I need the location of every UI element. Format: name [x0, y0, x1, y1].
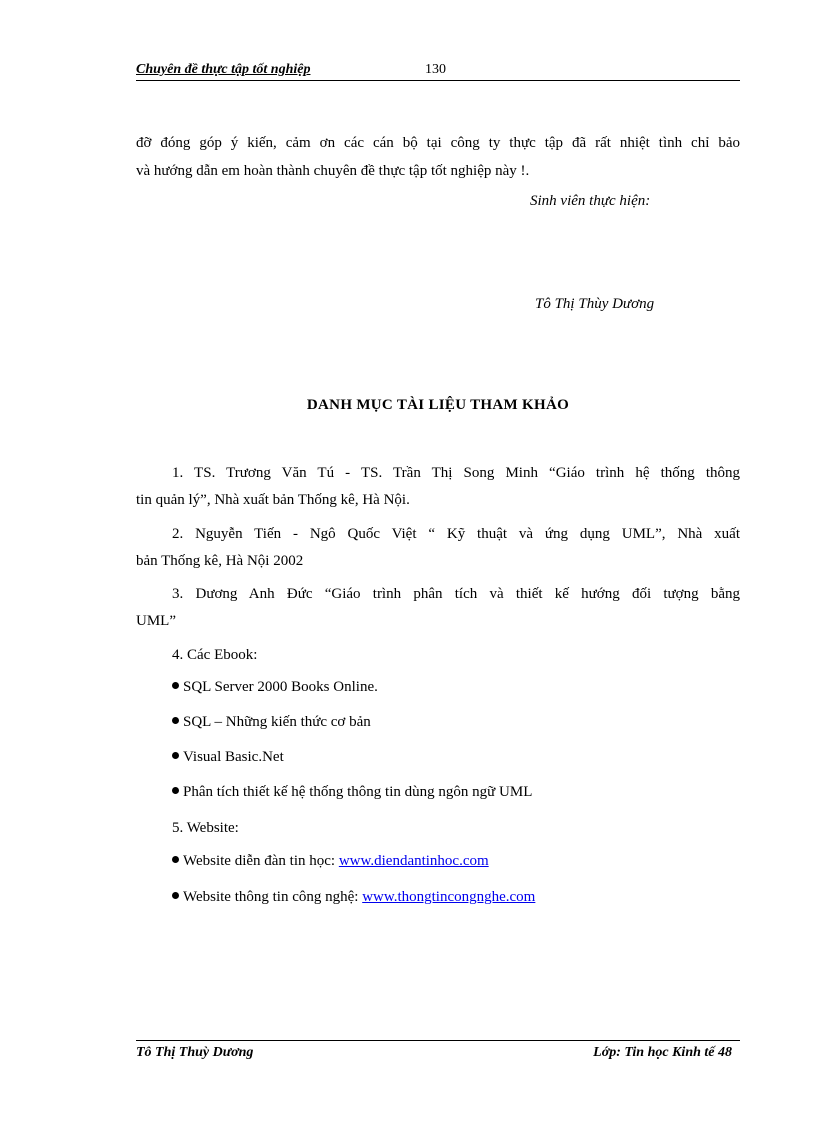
- reference-2-line-2: bản Thống kê, Hà Nội 2002: [136, 553, 304, 569]
- ebooks-label: 4. Các Ebook:: [172, 647, 258, 663]
- website-item: Website diễn đàn tin học: www.diendantinhoc.com: [172, 853, 489, 870]
- ebook-item: SQL Server 2000 Books Online.: [172, 679, 378, 696]
- bullet-icon: [172, 682, 179, 689]
- bullet-icon: [172, 717, 179, 724]
- website-link-thongtincongnghe[interactable]: www.thongtincongnghe.com: [362, 889, 536, 905]
- footer-class: Lớp: Tin học Kinh tế 48: [593, 1045, 732, 1060]
- websites-label: 5. Website:: [172, 820, 239, 836]
- header-rule: [136, 80, 740, 81]
- bullet-icon: [172, 892, 179, 899]
- bullet-icon: [172, 752, 179, 759]
- bullet-icon: [172, 787, 179, 794]
- ebook-item: Phân tích thiết kế hệ thống thông tin dùng ngôn ngữ UML: [172, 784, 532, 801]
- reference-1-line-1: 1. TS. Trương Văn Tú - TS. Trần Thị Song Minh “Giáo trình hệ thống thông: [172, 465, 740, 481]
- references-heading: DANH MỤC TÀI LIỆU THAM KHẢO: [306, 397, 570, 413]
- footer-rule: [136, 1040, 740, 1041]
- signature-label: Sinh viên thực hiện:: [530, 193, 651, 209]
- intro-line-1: đỡ đóng góp ý kiến, cảm ơn các cán bộ tại công ty thực tập đã rất nhiệt tình chỉ bảo: [136, 135, 740, 151]
- signature-name: Tô Thị Thùy Dương: [535, 296, 655, 312]
- page-number: 130: [425, 62, 446, 77]
- bullet-icon: [172, 856, 179, 863]
- website-link-diendantinhoc[interactable]: www.diendantinhoc.com: [338, 853, 489, 869]
- reference-2-line-1: 2. Nguyễn Tiến - Ngô Quốc Việt “ Kỹ thuật và ứng dụng UML”, Nhà xuất: [172, 526, 740, 542]
- footer-author: Tô Thị Thuỳ Dương: [136, 1045, 254, 1060]
- ebook-item: SQL – Những kiến thức cơ bản: [172, 714, 371, 731]
- reference-3-line-2: UML”: [136, 613, 176, 629]
- reference-3-line-1: 3. Dương Anh Đức “Giáo trình phân tích và thiết kế hướng đối tượng bằng: [172, 586, 740, 602]
- ebook-item: Visual Basic.Net: [172, 749, 284, 766]
- reference-1-line-2: tin quản lý”, Nhà xuất bản Thống kê, Hà Nội.: [136, 492, 410, 508]
- website-item: Website thông tin công nghệ: www.thongtincongnghe.com: [172, 889, 535, 906]
- header-title: Chuyên đề thực tập tốt nghiệp: [136, 62, 311, 77]
- intro-line-2: và hướng dẫn em hoàn thành chuyên đề thực tập tốt nghiệp này !.: [136, 163, 530, 179]
